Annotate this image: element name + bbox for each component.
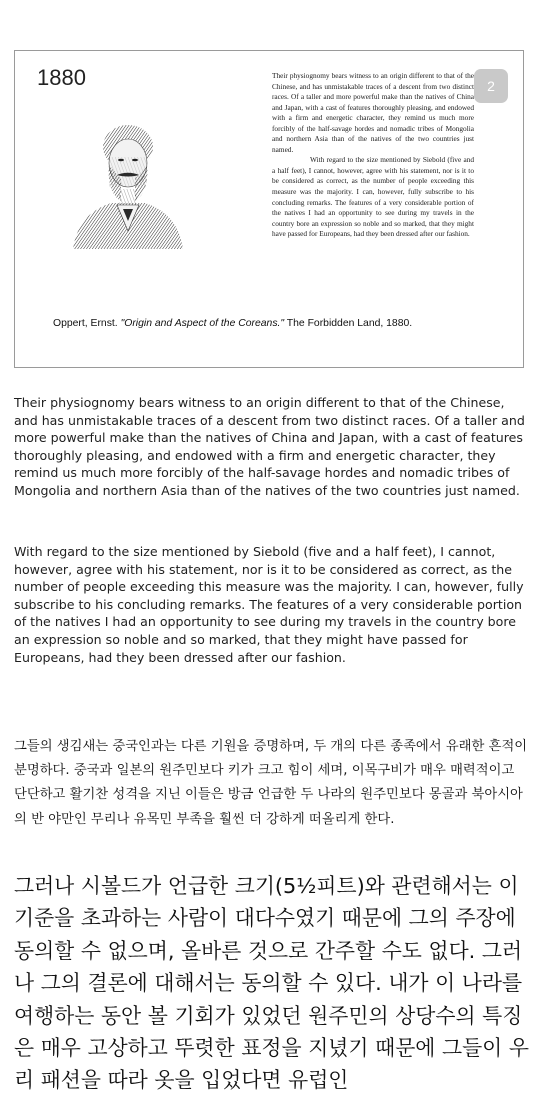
excerpt-paragraph: Their physiognomy bears witness to an origin different to that of the Chinese, and has unmistakable traces of a descent from two distinct races. Of a taller and more powerful make than the natives of China and Japan, with a cast of features thoroughly pleasing, and endowed with a firm and energetic character, they remind us much more forcibly of the half-savage hordes and nomadic tribes of Mongolia and northern Asia than of the natives of the two countries just named. [272,71,474,154]
korean-paragraph-1: 그들의 생김새는 중국인과는 다른 기원을 증명하며, 두 개의 다른 종족에서 유래한 흔적이 분명하다. 중국과 일본의 원주민보다 키가 크고 힘이 세며, 이목구비가 매우 매력적이고 단단하고 활기찬 성격을 지닌 이들은 방금 언급한 두 나라의 원주민보다 몽골과 북아시아의 반 야만인 무리나 유목민 부족을 훨씬 더 강하게 떠올리게 한다. [14,739,528,827]
year-label: 1880 [37,65,86,90]
citation-title: "Origin and Aspect of the Coreans." [120,318,285,329]
excerpt-paragraph: With regard to the size mentioned by Siebold (five and a half feet), I cannot, however, agree with his statement, nor is it to be considered as correct, as the number of people exceeding this measure was the majority. I can, however, fully subscribe to his concluding remarks. The features of a very considerable portion of the natives I had an opportunity to see during my travels in the country bore an expression so noble and so marked, that they might have passed for Europeans, had they been dressed after our fashion. [272,155,474,239]
citation-source: The Forbidden Land, 1880. [284,318,413,329]
citation [53,318,513,329]
portrait-image [67,113,189,249]
english-paragraph-1: Their physiognomy bears witness to an origin different to that of the Chinese, and has unmistakable traces of a descent from two distinct races. Of a taller and more powerful make than the natives of China and Japan, with a cast of features thoroughly pleasing, and endowed with a firm and energetic character, they remind us much more forcibly of the half-savage hordes and nomadic tribes of Mongolia and northern Asia than of the natives of the two countries just named. [14,395,525,498]
book-excerpt [272,71,474,240]
excerpt-card [14,50,524,368]
citation-author: Oppert, Ernst. [53,318,121,329]
page-number-badge[interactable]: 2 [474,69,508,103]
korean-paragraph-2: 그러나 시볼드가 언급한 크기(5½피트)와 관련해서는 이 기준을 초과하는 사람이 대다수였기 때문에 그의 주장에 동의할 수 없으며, 올바른 것으로 간주할 수도 없다. 그러나 그의 결론에 대해서는 동의할 수 있다. 내가 이 나라를 여행하는 동안 볼 기회가 있었던 원주민의 상당수의 특징은 매우 고상하고 뚜렷한 표정을 지녔기 때문에 그들이 우리 패션을 따라 옷을 입었다면 유럽인 [14,874,529,1093]
english-paragraph-2: With regard to the size mentioned by Siebold (five and a half feet), I cannot, however, agree with his statement, nor is it to be considered as correct, as the number of people exceeding this measure was the majority. I can, however, fully subscribe to his concluding remarks. The features of a very considerable portion of the natives I had an opportunity to see during my travels in the country bore an expression so noble and so marked, that they might have passed for Europeans, had they been dressed after our fashion. [14,544,524,665]
